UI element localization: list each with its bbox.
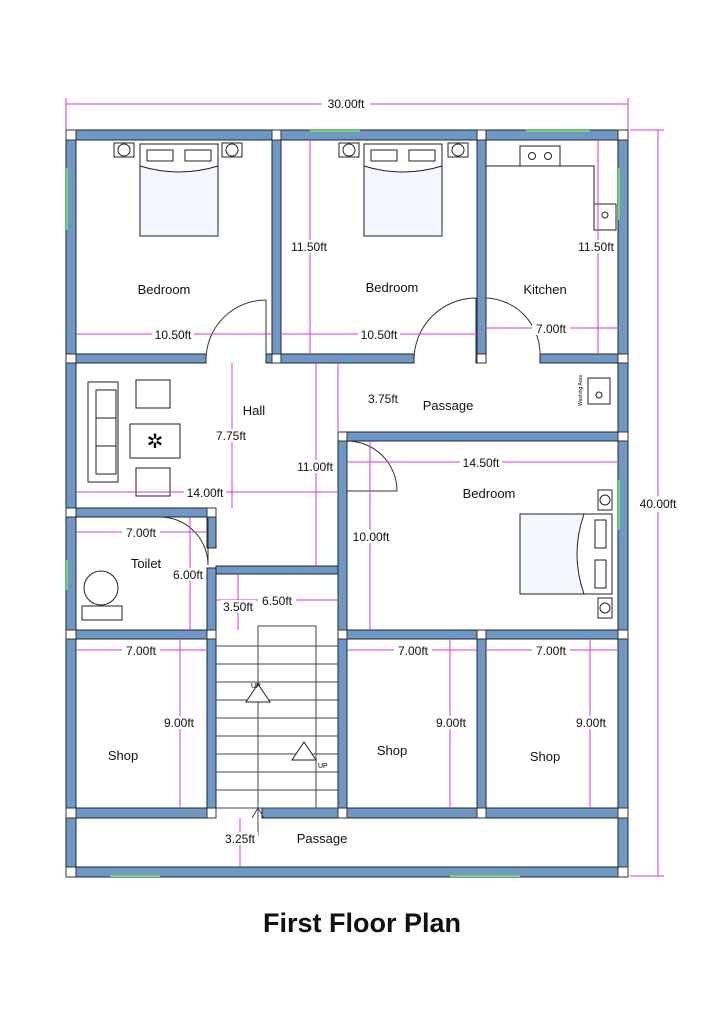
dim-bedroom2-width: 10.50ft	[360, 328, 398, 342]
stair-up-label-2: UP	[318, 763, 328, 770]
room-label-bedroom-2: Bedroom	[365, 280, 419, 295]
bed-1	[114, 143, 242, 236]
dim-shop2-depth: 9.00ft	[435, 716, 467, 730]
room-label-passage-upper: Passage	[422, 398, 474, 413]
dim-shop1-width: 7.00ft	[125, 644, 157, 658]
dim-kitchen-depth: 11.50ft	[578, 240, 614, 254]
dim-toilet-width: 7.00ft	[125, 526, 157, 540]
dim-toilet-depth: 6.00ft	[172, 568, 204, 582]
room-label-shop-1: Shop	[107, 748, 139, 763]
dim-bedroom1-width: 10.50ft	[154, 328, 192, 342]
stove-icon	[520, 146, 560, 166]
toilet-fixtures	[82, 571, 122, 620]
room-label-washing-area: Washing Area	[578, 375, 584, 406]
dim-lower-passage-depth: 3.25ft	[224, 832, 256, 846]
dim-bedroom3-depth: 10.00ft	[352, 530, 390, 544]
room-label-toilet: Toilet	[130, 556, 162, 571]
bed-3	[520, 490, 612, 618]
sofa	[88, 380, 180, 496]
dim-hall-passage-depth: 11.00ft	[297, 460, 333, 474]
dim-bedroom3-width: 14.50ft	[462, 456, 500, 470]
washing-area-icon	[588, 378, 610, 404]
dim-landing-width: 6.50ft	[261, 594, 293, 608]
room-label-passage-lower: Passage	[296, 831, 348, 846]
dim-shop3-width: 7.00ft	[535, 644, 567, 658]
kitchen-counter	[486, 166, 616, 230]
room-label-kitchen: Kitchen	[523, 282, 567, 297]
room-label-shop-3: Shop	[529, 749, 561, 764]
dim-kitchen-width: 7.00ft	[535, 322, 567, 336]
dim-hall-width: 14.00ft	[186, 486, 224, 500]
dim-shop1-depth: 9.00ft	[163, 716, 195, 730]
room-label-shop-2: Shop	[376, 743, 408, 758]
room-label-bedroom-1: Bedroom	[137, 282, 191, 297]
bed-2	[339, 143, 468, 236]
overall-width-label: 30.00ft	[327, 97, 365, 111]
room-label-hall: Hall	[242, 403, 266, 418]
stair-up-label-1: UP	[251, 683, 261, 690]
dim-hall-depth: 7.75ft	[215, 429, 247, 443]
dim-bedroom2-depth: 11.50ft	[291, 240, 327, 254]
walls	[66, 130, 628, 877]
overall-depth-label: 40.00ft	[639, 497, 677, 511]
dim-passage-width: 3.75ft	[367, 392, 399, 406]
room-label-bedroom-3: Bedroom	[462, 486, 516, 501]
dim-shop3-depth: 9.00ft	[575, 716, 607, 730]
staircase	[216, 626, 338, 836]
plan-title: First Floor Plan	[262, 908, 462, 938]
dim-landing-depth: 3.50ft	[222, 600, 254, 614]
svg-text:✲: ✲	[146, 429, 164, 453]
dim-shop2-width: 7.00ft	[397, 644, 429, 658]
